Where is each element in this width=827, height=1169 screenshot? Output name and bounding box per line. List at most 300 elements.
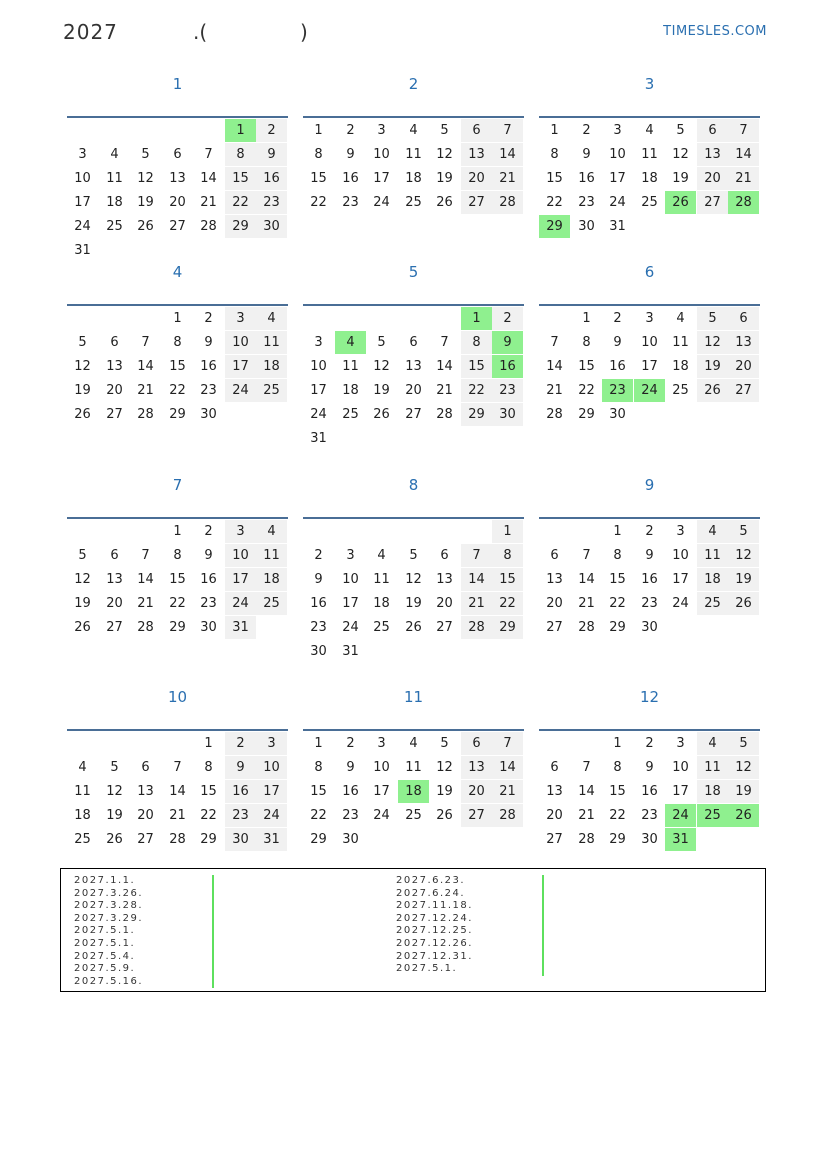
- day-cell: 7: [173, 760, 182, 775]
- day-cell: 27: [728, 379, 759, 402]
- day-cell: 19: [137, 195, 154, 210]
- day-cell: 24: [665, 804, 696, 827]
- legend-date: 2027.6.23.: [396, 875, 466, 886]
- day-cell: 7: [550, 335, 559, 350]
- day-cell: 21: [578, 808, 595, 823]
- day-cell: 5: [141, 147, 150, 162]
- legend-column-right: [396, 875, 473, 976]
- month-title: 9: [644, 476, 655, 494]
- legend-date: 2027.5.9.: [74, 963, 136, 975]
- day-cell: 11: [74, 784, 91, 799]
- day-cell: 27: [461, 191, 492, 214]
- day-cell: 10: [225, 544, 256, 567]
- day-cell: 25: [405, 195, 422, 210]
- day-cell: 7: [582, 760, 591, 775]
- day-cell: 13: [169, 171, 186, 186]
- day-cell: 27: [405, 407, 422, 422]
- day-cell: 18: [672, 359, 689, 374]
- day-cell: 12: [728, 544, 759, 567]
- day-cell: 22: [169, 383, 186, 398]
- legend-divider-left: [212, 875, 214, 988]
- day-cell: 7: [461, 544, 492, 567]
- day-cell: 29: [169, 620, 186, 635]
- month-title: 4: [172, 263, 183, 281]
- day-cell: 5: [728, 732, 759, 755]
- legend-date: 2027.1.1.: [74, 875, 136, 886]
- day-cell: 29: [461, 403, 492, 426]
- day-cell: 25: [697, 804, 728, 827]
- day-cell: 30: [342, 832, 359, 847]
- month-rule: [303, 729, 524, 731]
- day-cell: 12: [728, 756, 759, 779]
- day-cell: 28: [137, 407, 154, 422]
- day-cell: 19: [672, 171, 689, 186]
- day-cell: 20: [728, 355, 759, 378]
- day-cell: 13: [461, 143, 492, 166]
- legend-date: 2027.5.1.: [74, 925, 136, 937]
- day-cell: 27: [546, 832, 563, 847]
- day-cell: 3: [613, 123, 622, 138]
- day-cell: 26: [728, 592, 759, 615]
- day-cell: 20: [405, 383, 422, 398]
- day-cell: 2: [645, 524, 654, 539]
- day-cell: 11: [106, 171, 123, 186]
- day-cell: 27: [106, 407, 123, 422]
- day-cell: 22: [169, 596, 186, 611]
- day-cell: 10: [641, 335, 658, 350]
- day-cell: 27: [137, 832, 154, 847]
- day-cell: 19: [728, 780, 759, 803]
- day-cell: 14: [200, 171, 217, 186]
- day-cell: 16: [641, 784, 658, 799]
- day-cell: 16: [200, 572, 217, 587]
- day-cell: 5: [110, 760, 119, 775]
- day-cell: 20: [169, 195, 186, 210]
- day-cell: 29: [492, 616, 523, 639]
- day-cell: 21: [461, 592, 492, 615]
- day-cell: 1: [550, 123, 559, 138]
- day-cell: 26: [436, 808, 453, 823]
- day-cell: 23: [342, 808, 359, 823]
- day-cell: 11: [405, 147, 422, 162]
- day-cell: 21: [137, 596, 154, 611]
- day-cell: 14: [461, 568, 492, 591]
- day-cell: 16: [342, 171, 359, 186]
- day-cell: 30: [200, 620, 217, 635]
- day-cell: 25: [672, 383, 689, 398]
- month-rule: [539, 729, 760, 731]
- day-cell: 29: [169, 407, 186, 422]
- day-cell: 9: [645, 760, 654, 775]
- day-cell: 18: [398, 780, 429, 803]
- day-cell: 3: [645, 311, 654, 326]
- day-cell: 25: [256, 592, 287, 615]
- day-cell: 1: [314, 736, 323, 751]
- day-cell: 3: [377, 736, 386, 751]
- day-cell: 19: [74, 596, 91, 611]
- day-cell: 21: [492, 780, 523, 803]
- day-cell: 16: [609, 359, 626, 374]
- legend-date: 2027.11.18.: [396, 900, 473, 912]
- legend-date: 2027.12.26.: [396, 937, 473, 949]
- day-cell: 23: [200, 383, 217, 398]
- day-cell: 24: [310, 407, 327, 422]
- day-cell: 13: [728, 331, 759, 354]
- day-cell: 29: [225, 215, 256, 238]
- day-cell: 9: [492, 331, 523, 354]
- day-cell: 19: [436, 784, 453, 799]
- day-cell: 8: [461, 331, 492, 354]
- day-cell: 9: [225, 756, 256, 779]
- day-cell: 22: [578, 383, 595, 398]
- day-cell: 24: [74, 219, 91, 234]
- legend-date: 2027.5.4.: [74, 950, 136, 962]
- legend-date: 2027.5.1.: [396, 963, 458, 975]
- day-cell: 23: [641, 596, 658, 611]
- day-cell: 24: [373, 808, 390, 823]
- day-cell: 25: [405, 808, 422, 823]
- day-cell: 20: [106, 596, 123, 611]
- month-rule: [67, 729, 288, 731]
- day-cell: 11: [256, 544, 287, 567]
- day-cell: 14: [492, 143, 523, 166]
- day-cell: 6: [461, 732, 492, 755]
- day-cell: 23: [310, 620, 327, 635]
- day-cell: 15: [609, 784, 626, 799]
- day-cell: 11: [641, 147, 658, 162]
- day-cell: 15: [225, 167, 256, 190]
- day-cell: 28: [137, 620, 154, 635]
- day-cell: 4: [256, 520, 287, 543]
- day-cell: 12: [74, 572, 91, 587]
- day-cell: 11: [405, 760, 422, 775]
- day-cell: 23: [492, 379, 523, 402]
- day-cell: 2: [204, 311, 213, 326]
- day-cell: 11: [672, 335, 689, 350]
- day-cell: 15: [578, 359, 595, 374]
- legend-column-left: [74, 875, 143, 988]
- legend-date: 2027.5.16.: [74, 975, 144, 987]
- day-cell: 29: [578, 407, 595, 422]
- day-cell: 25: [74, 832, 91, 847]
- day-cell: 7: [492, 119, 523, 142]
- day-cell: 9: [582, 147, 591, 162]
- day-cell: 30: [641, 620, 658, 635]
- day-cell: 9: [256, 143, 287, 166]
- day-cell: 21: [546, 383, 563, 398]
- day-cell: 25: [106, 219, 123, 234]
- month-rule: [67, 116, 288, 118]
- day-cell: 20: [106, 383, 123, 398]
- day-cell: 1: [492, 520, 523, 543]
- day-cell: 20: [137, 808, 154, 823]
- day-cell: 23: [342, 195, 359, 210]
- day-cell: 26: [405, 620, 422, 635]
- day-cell: 26: [106, 832, 123, 847]
- legend-date: 2027.5.1.: [74, 937, 136, 949]
- legend-date: 2027.6.24.: [396, 887, 466, 899]
- day-cell: 11: [697, 544, 728, 567]
- month-title: 2: [408, 75, 419, 93]
- month-rule: [539, 304, 760, 306]
- day-cell: 27: [697, 191, 728, 214]
- day-cell: 23: [641, 808, 658, 823]
- day-cell: 4: [377, 548, 386, 563]
- day-cell: 2: [582, 123, 591, 138]
- day-cell: 2: [346, 123, 355, 138]
- day-cell: 28: [578, 620, 595, 635]
- day-cell: 22: [609, 596, 626, 611]
- day-cell: 17: [310, 383, 327, 398]
- day-cell: 23: [602, 379, 633, 402]
- day-cell: 1: [173, 311, 182, 326]
- day-cell: 1: [204, 736, 213, 751]
- day-cell: 7: [492, 732, 523, 755]
- day-cell: 18: [373, 596, 390, 611]
- day-cell: 19: [436, 171, 453, 186]
- day-cell: 2: [256, 119, 287, 142]
- day-cell: 29: [200, 832, 217, 847]
- day-cell: 22: [200, 808, 217, 823]
- day-cell: 7: [204, 147, 213, 162]
- day-cell: 23: [200, 596, 217, 611]
- day-cell: 15: [200, 784, 217, 799]
- day-cell: 19: [405, 596, 422, 611]
- day-cell: 12: [106, 784, 123, 799]
- day-cell: 12: [74, 359, 91, 374]
- day-cell: 24: [256, 804, 287, 827]
- day-cell: 3: [225, 307, 256, 330]
- day-cell: 22: [492, 592, 523, 615]
- day-cell: 3: [676, 524, 685, 539]
- header-punctuation-close: ): [300, 20, 308, 44]
- day-cell: 17: [609, 171, 626, 186]
- day-cell: 30: [310, 644, 327, 659]
- day-cell: 16: [225, 780, 256, 803]
- day-cell: 1: [613, 524, 622, 539]
- day-cell: 14: [492, 756, 523, 779]
- day-cell: 9: [613, 335, 622, 350]
- day-cell: 16: [578, 171, 595, 186]
- day-cell: 18: [697, 568, 728, 591]
- day-cell: 31: [310, 431, 327, 446]
- day-cell: 10: [373, 760, 390, 775]
- day-cell: 15: [609, 572, 626, 587]
- day-cell: 2: [645, 736, 654, 751]
- day-cell: 5: [440, 123, 449, 138]
- day-cell: 5: [377, 335, 386, 350]
- day-cell: 27: [546, 620, 563, 635]
- day-cell: 17: [373, 171, 390, 186]
- day-cell: 16: [200, 359, 217, 374]
- day-cell: 14: [137, 359, 154, 374]
- day-cell: 9: [346, 760, 355, 775]
- day-cell: 14: [137, 572, 154, 587]
- day-cell: 28: [546, 407, 563, 422]
- day-cell: 10: [609, 147, 626, 162]
- day-cell: 10: [342, 572, 359, 587]
- day-cell: 18: [697, 780, 728, 803]
- day-cell: 12: [697, 331, 728, 354]
- day-cell: 1: [461, 307, 492, 330]
- day-cell: 5: [440, 736, 449, 751]
- day-cell: 5: [409, 548, 418, 563]
- day-cell: 8: [492, 544, 523, 567]
- day-cell: 11: [256, 331, 287, 354]
- day-cell: 23: [256, 191, 287, 214]
- day-cell: 28: [492, 191, 523, 214]
- day-cell: 8: [582, 335, 591, 350]
- month-rule: [303, 517, 524, 519]
- legend-date: 2027.3.26.: [74, 887, 144, 899]
- day-cell: 13: [106, 359, 123, 374]
- day-cell: 6: [550, 760, 559, 775]
- day-cell: 30: [641, 832, 658, 847]
- month-rule: [67, 304, 288, 306]
- day-cell: 18: [405, 171, 422, 186]
- day-cell: 10: [256, 756, 287, 779]
- day-cell: 6: [440, 548, 449, 563]
- day-cell: 23: [225, 804, 256, 827]
- day-cell: 16: [256, 167, 287, 190]
- day-cell: 18: [256, 355, 287, 378]
- day-cell: 13: [405, 359, 422, 374]
- legend-date: 2027.12.31.: [396, 950, 473, 962]
- month-rule: [303, 304, 524, 306]
- day-cell: 11: [697, 756, 728, 779]
- day-cell: 15: [546, 171, 563, 186]
- day-cell: 2: [225, 732, 256, 755]
- day-cell: 22: [310, 808, 327, 823]
- day-cell: 6: [697, 119, 728, 142]
- day-cell: 8: [173, 335, 182, 350]
- day-cell: 18: [641, 171, 658, 186]
- month-rule: [303, 116, 524, 118]
- day-cell: 2: [346, 736, 355, 751]
- day-cell: 11: [342, 359, 359, 374]
- day-cell: 29: [609, 832, 626, 847]
- day-cell: 6: [461, 119, 492, 142]
- day-cell: 10: [74, 171, 91, 186]
- day-cell: 15: [461, 355, 492, 378]
- day-cell: 30: [578, 219, 595, 234]
- day-cell: 2: [204, 524, 213, 539]
- day-cell: 15: [310, 784, 327, 799]
- month-title: 8: [408, 476, 419, 494]
- day-cell: 29: [310, 832, 327, 847]
- day-cell: 10: [672, 760, 689, 775]
- day-cell: 26: [137, 219, 154, 234]
- day-cell: 22: [546, 195, 563, 210]
- day-cell: 20: [436, 596, 453, 611]
- day-cell: 8: [173, 548, 182, 563]
- day-cell: 27: [169, 219, 186, 234]
- day-cell: 6: [173, 147, 182, 162]
- day-cell: 28: [492, 804, 523, 827]
- day-cell: 7: [582, 548, 591, 563]
- month-title: 10: [167, 688, 188, 706]
- day-cell: 1: [173, 524, 182, 539]
- day-cell: 27: [436, 620, 453, 635]
- day-cell: 6: [110, 548, 119, 563]
- month-title: 11: [403, 688, 424, 706]
- day-cell: 9: [314, 572, 323, 587]
- day-cell: 6: [110, 335, 119, 350]
- day-cell: 25: [697, 592, 728, 615]
- day-cell: 4: [256, 307, 287, 330]
- day-cell: 27: [106, 620, 123, 635]
- day-cell: 7: [141, 335, 150, 350]
- month-title: 6: [644, 263, 655, 281]
- day-cell: 25: [373, 620, 390, 635]
- day-cell: 8: [314, 760, 323, 775]
- day-cell: 12: [137, 171, 154, 186]
- day-cell: 5: [78, 548, 87, 563]
- day-cell: 2: [492, 307, 523, 330]
- day-cell: 21: [492, 167, 523, 190]
- day-cell: 24: [672, 596, 689, 611]
- day-cell: 4: [697, 732, 728, 755]
- day-cell: 31: [256, 828, 287, 851]
- month-title: 1: [172, 75, 183, 93]
- month-rule: [67, 517, 288, 519]
- day-cell: 10: [373, 147, 390, 162]
- day-cell: 13: [436, 572, 453, 587]
- day-cell: 3: [256, 732, 287, 755]
- day-cell: 28: [728, 191, 759, 214]
- day-cell: 4: [645, 123, 654, 138]
- day-cell: 7: [440, 335, 449, 350]
- day-cell: 8: [613, 548, 622, 563]
- calendar-year: 2027: [63, 20, 118, 44]
- day-cell: 2: [314, 548, 323, 563]
- day-cell: 14: [728, 143, 759, 166]
- day-cell: 16: [641, 572, 658, 587]
- day-cell: 10: [310, 359, 327, 374]
- site-logo[interactable]: TIMESLES.COM: [663, 24, 767, 39]
- day-cell: 24: [342, 620, 359, 635]
- day-cell: 13: [697, 143, 728, 166]
- day-cell: 5: [728, 520, 759, 543]
- day-cell: 21: [137, 383, 154, 398]
- day-cell: 14: [546, 359, 563, 374]
- day-cell: 14: [436, 359, 453, 374]
- day-cell: 6: [409, 335, 418, 350]
- day-cell: 23: [578, 195, 595, 210]
- month-title: 7: [172, 476, 183, 494]
- day-cell: 27: [461, 804, 492, 827]
- day-cell: 4: [335, 331, 366, 354]
- day-cell: 4: [110, 147, 119, 162]
- day-cell: 12: [436, 760, 453, 775]
- day-cell: 20: [461, 167, 492, 190]
- day-cell: 8: [550, 147, 559, 162]
- day-cell: 6: [728, 307, 759, 330]
- day-cell: 29: [539, 215, 570, 238]
- day-cell: 4: [409, 123, 418, 138]
- day-cell: 24: [225, 592, 256, 615]
- day-cell: 4: [78, 760, 87, 775]
- day-cell: 1: [314, 123, 323, 138]
- day-cell: 7: [141, 548, 150, 563]
- day-cell: 26: [373, 407, 390, 422]
- day-cell: 20: [697, 167, 728, 190]
- day-cell: 15: [310, 171, 327, 186]
- day-cell: 6: [550, 548, 559, 563]
- day-cell: 13: [461, 756, 492, 779]
- day-cell: 16: [342, 784, 359, 799]
- legend-date: 2027.12.24.: [396, 912, 473, 924]
